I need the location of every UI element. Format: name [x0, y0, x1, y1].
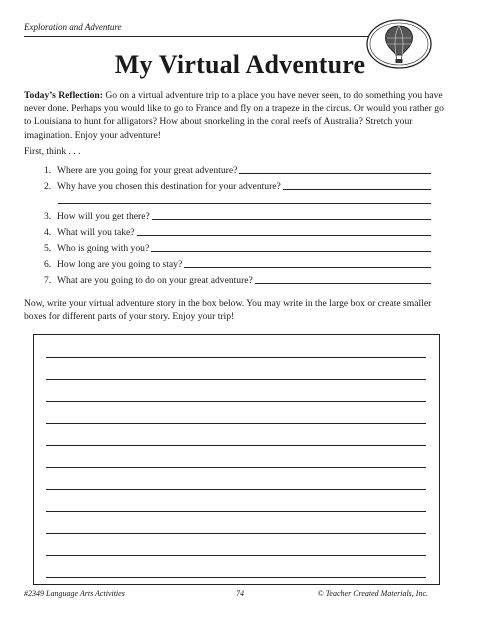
- writing-line[interactable]: [46, 555, 426, 556]
- question-3: [44, 210, 431, 222]
- page-number: 74: [236, 589, 244, 598]
- story-writing-box[interactable]: [33, 334, 440, 585]
- question-text: What are you going to do on your great adventure?: [57, 275, 253, 286]
- writing-line[interactable]: [46, 401, 426, 402]
- question-1: [44, 164, 431, 176]
- writing-line[interactable]: [46, 511, 426, 512]
- question-text: How long are you going to stay?: [57, 259, 183, 270]
- writing-line[interactable]: [46, 467, 426, 468]
- question-text: What will you take?: [57, 227, 135, 238]
- question-number: 7.: [44, 275, 52, 286]
- answer-line[interactable]: [152, 219, 431, 220]
- story-instructions: Now, write your virtual adventure story in the box below. You may write in the large box or create smaller boxes for different parts of your story. Enjoy your trip!: [24, 298, 432, 323]
- answer-line-continuation[interactable]: [58, 203, 431, 204]
- question-text: How will you get there?: [57, 211, 150, 222]
- question-text: Why have you chosen this destination for your adventure?: [57, 181, 281, 192]
- writing-line[interactable]: [46, 445, 426, 446]
- question-7: [44, 274, 431, 286]
- answer-line[interactable]: [255, 283, 431, 284]
- writing-line[interactable]: [46, 533, 426, 534]
- question-number: 2.: [44, 181, 52, 192]
- intro-text: First, think . . .: [24, 146, 81, 157]
- question-5: [44, 242, 431, 254]
- question-number: 6.: [44, 259, 52, 270]
- answer-line[interactable]: [151, 251, 431, 252]
- question-2: [44, 180, 431, 192]
- writing-line[interactable]: [46, 423, 426, 424]
- footer-copyright: © Teacher Created Materials, Inc.: [317, 589, 428, 598]
- question-text: Where are you going for your great adventure?: [57, 165, 238, 176]
- answer-line[interactable]: [137, 235, 431, 236]
- header-rule: [24, 36, 369, 37]
- question-6: [44, 258, 431, 270]
- writing-line[interactable]: [46, 379, 426, 380]
- reflection-paragraph: [24, 89, 444, 142]
- reflection-label: Today’s Reflection:: [24, 90, 103, 101]
- answer-line[interactable]: [184, 267, 431, 268]
- writing-line[interactable]: [46, 577, 426, 578]
- reflection-text: Go on a virtual adventure trip to a place you have never seen, to do something you have never done. Perhaps you would like to go to France and fly on a trapeze in the circus. Or would you rather go to Louisiana to hunt for alligators? How about snorkeling in the coral reefs of Australia? Stretch your imagination. Enjoy your adventure!: [24, 90, 444, 141]
- question-number: 1.: [44, 165, 52, 176]
- footer-book-title: #2349 Language Arts Activities: [24, 589, 125, 598]
- writing-line[interactable]: [46, 357, 426, 358]
- question-number: 4.: [44, 227, 52, 238]
- question-4: [44, 226, 431, 238]
- question-number: 3.: [44, 211, 52, 222]
- section-header: Exploration and Adventure: [24, 22, 122, 32]
- page-title: My Virtual Adventure: [114, 50, 366, 79]
- answer-line[interactable]: [283, 189, 431, 190]
- writing-line[interactable]: [46, 489, 426, 490]
- question-number: 5.: [44, 243, 52, 254]
- question-text: Who is going with you?: [57, 243, 150, 254]
- answer-line[interactable]: [239, 173, 431, 174]
